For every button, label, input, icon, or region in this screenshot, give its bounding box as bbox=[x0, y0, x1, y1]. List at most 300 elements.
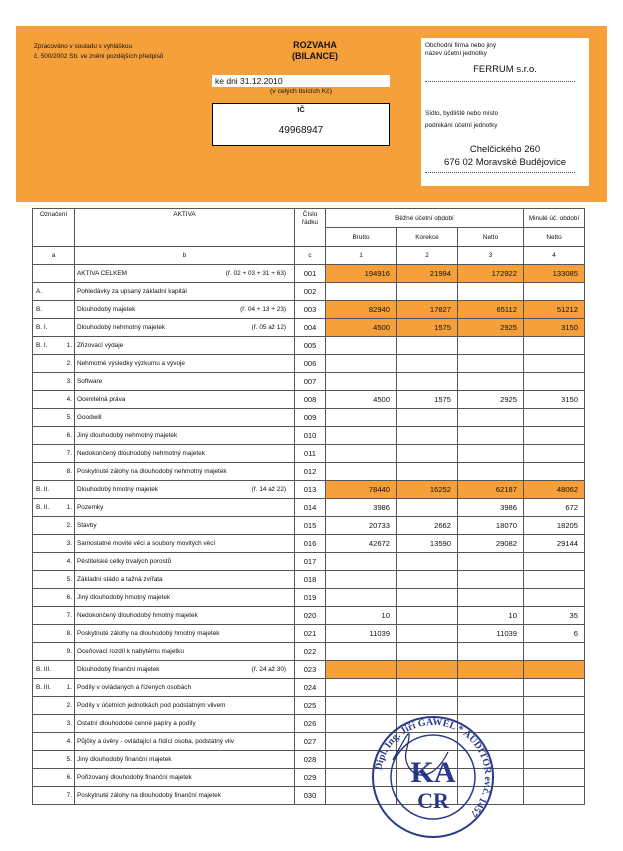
row-name-wrap bbox=[77, 628, 294, 639]
row-label: Stavby bbox=[77, 522, 97, 529]
row-netto-previous: 18205 bbox=[524, 517, 585, 535]
row-code: 001 bbox=[295, 265, 326, 283]
row-designation bbox=[33, 607, 64, 625]
row-netto: 172922 bbox=[458, 265, 524, 283]
table-row bbox=[33, 607, 585, 625]
row-netto-previous bbox=[524, 787, 585, 805]
row-name bbox=[75, 625, 295, 643]
row-name bbox=[75, 787, 295, 805]
table-row bbox=[33, 715, 585, 733]
table-row bbox=[33, 769, 585, 787]
row-brutto bbox=[326, 283, 397, 301]
row-label: Samostatné movité věci a soubory movitých věcí bbox=[77, 540, 216, 547]
row-designation bbox=[33, 697, 64, 715]
row-name-wrap bbox=[77, 358, 294, 369]
row-designation bbox=[33, 409, 64, 427]
table-row bbox=[33, 571, 585, 589]
firm-label-1: Obchodní firma nebo jiný bbox=[425, 42, 497, 49]
row-brutto: 82940 bbox=[326, 301, 397, 319]
row-name-wrap bbox=[77, 610, 294, 621]
row-netto-previous bbox=[524, 409, 585, 427]
row-label: Dlouhodobý nehmotný majetek bbox=[77, 324, 166, 331]
row-code: 020 bbox=[295, 607, 326, 625]
row-subnumber bbox=[64, 481, 75, 499]
row-subnumber: 2. bbox=[64, 697, 75, 715]
row-netto bbox=[458, 355, 524, 373]
row-brutto bbox=[326, 373, 397, 391]
table-row bbox=[33, 301, 585, 319]
row-code: 018 bbox=[295, 571, 326, 589]
row-name bbox=[75, 643, 295, 661]
row-designation: B. II. bbox=[33, 481, 64, 499]
table-row bbox=[33, 265, 585, 283]
row-netto-previous bbox=[524, 661, 585, 679]
row-name-wrap bbox=[77, 286, 294, 297]
row-code: 013 bbox=[295, 481, 326, 499]
row-korekce bbox=[397, 355, 458, 373]
row-netto bbox=[458, 643, 524, 661]
stamp-ring-text: Dipl. Ing. Jiří GAWEL * AUDITOR ev.č. 1457 bbox=[373, 716, 494, 819]
index-c: c bbox=[295, 247, 326, 265]
row-code: 015 bbox=[295, 517, 326, 535]
row-name-wrap bbox=[77, 646, 294, 657]
row-label: Ocenitelná práva bbox=[77, 396, 126, 403]
row-netto: 18070 bbox=[458, 517, 524, 535]
row-netto bbox=[458, 427, 524, 445]
header-designation-label: Označení bbox=[39, 211, 68, 218]
row-subnumber: 2. bbox=[64, 517, 75, 535]
firm-name: FERRUM s.r.o. bbox=[473, 64, 537, 75]
row-name-wrap bbox=[77, 376, 294, 387]
row-name bbox=[75, 373, 295, 391]
row-brutto: 11039 bbox=[326, 625, 397, 643]
row-designation: B. I. bbox=[33, 319, 64, 337]
row-brutto bbox=[326, 427, 397, 445]
row-name bbox=[75, 517, 295, 535]
row-brutto: 194916 bbox=[326, 265, 397, 283]
row-netto-previous: 29144 bbox=[524, 535, 585, 553]
row-korekce: 17827 bbox=[397, 301, 458, 319]
header-designation bbox=[33, 209, 75, 247]
row-name bbox=[75, 733, 295, 751]
row-netto bbox=[458, 463, 524, 481]
row-subnumber: 4. bbox=[64, 733, 75, 751]
row-name-wrap bbox=[77, 322, 294, 333]
header-assets-label: AKTIVA bbox=[173, 211, 196, 218]
row-formula: (ř. 14 až 22) bbox=[251, 486, 286, 493]
row-designation bbox=[33, 445, 64, 463]
index-1: 1 bbox=[326, 247, 397, 265]
row-name bbox=[75, 535, 295, 553]
row-designation bbox=[33, 625, 64, 643]
row-netto: 2925 bbox=[458, 319, 524, 337]
row-code: 017 bbox=[295, 553, 326, 571]
row-netto bbox=[458, 445, 524, 463]
index-b: b bbox=[75, 247, 295, 265]
row-subnumber bbox=[64, 283, 75, 301]
row-label: Nedokončený dlouhodobý hmotný majetek bbox=[77, 612, 198, 619]
row-label: Základní stádo a tažná zvířata bbox=[77, 576, 163, 583]
row-korekce: 13590 bbox=[397, 535, 458, 553]
row-netto: 11039 bbox=[458, 625, 524, 643]
table-row bbox=[33, 553, 585, 571]
row-code: 012 bbox=[295, 463, 326, 481]
row-code: 006 bbox=[295, 355, 326, 373]
row-name bbox=[75, 553, 295, 571]
row-netto-previous: 6 bbox=[524, 625, 585, 643]
table-row bbox=[33, 445, 585, 463]
row-korekce: 1575 bbox=[397, 391, 458, 409]
row-label: Půjčky a úvěry - ovládající a řídící osoba, podstatný vliv bbox=[77, 738, 234, 745]
auditor-stamp bbox=[368, 712, 498, 842]
row-designation bbox=[33, 463, 64, 481]
index-4: 4 bbox=[524, 247, 585, 265]
row-netto: 65112 bbox=[458, 301, 524, 319]
row-designation: B. I. bbox=[33, 337, 64, 355]
row-netto bbox=[458, 373, 524, 391]
row-name-wrap bbox=[77, 394, 294, 405]
seat-label-2: podnikání účetní jednotky bbox=[425, 122, 498, 129]
row-brutto bbox=[326, 445, 397, 463]
row-korekce bbox=[397, 283, 458, 301]
row-netto-previous bbox=[524, 553, 585, 571]
row-designation bbox=[33, 571, 64, 589]
row-netto: 2925 bbox=[458, 391, 524, 409]
row-code: 027 bbox=[295, 733, 326, 751]
row-designation bbox=[33, 427, 64, 445]
row-code: 014 bbox=[295, 499, 326, 517]
table-row bbox=[33, 409, 585, 427]
row-netto-previous bbox=[524, 355, 585, 373]
row-name-wrap bbox=[77, 412, 294, 423]
row-brutto bbox=[326, 355, 397, 373]
header-previous-period: Minulé úč. období bbox=[524, 209, 585, 228]
row-subnumber: 6. bbox=[64, 769, 75, 787]
row-formula: (ř. 02 + 03 + 31 + 63) bbox=[225, 270, 286, 277]
row-subnumber: 7. bbox=[64, 607, 75, 625]
row-netto-previous bbox=[524, 445, 585, 463]
header-brutto: Brutto bbox=[326, 228, 397, 247]
header-assets bbox=[75, 209, 295, 247]
header-current-period: Běžné účetní období bbox=[326, 209, 524, 228]
row-netto-previous bbox=[524, 769, 585, 787]
firm-info-box bbox=[421, 38, 589, 186]
row-netto bbox=[458, 661, 524, 679]
row-subnumber: 4. bbox=[64, 391, 75, 409]
row-netto bbox=[458, 679, 524, 697]
row-code: 021 bbox=[295, 625, 326, 643]
row-brutto: 3986 bbox=[326, 499, 397, 517]
row-name bbox=[75, 481, 295, 499]
row-name-wrap bbox=[77, 682, 294, 693]
row-netto: 62187 bbox=[458, 481, 524, 499]
row-label: Dlouhodobý majetek bbox=[77, 306, 136, 313]
row-name-wrap bbox=[77, 592, 294, 603]
row-designation bbox=[33, 769, 64, 787]
row-designation bbox=[33, 355, 64, 373]
row-designation bbox=[33, 787, 64, 805]
row-label: Nedokončený dlouhodobý nehmotný majetek bbox=[77, 450, 205, 457]
table-row bbox=[33, 751, 585, 769]
row-subnumber: 8. bbox=[64, 463, 75, 481]
row-name bbox=[75, 769, 295, 787]
row-brutto bbox=[326, 571, 397, 589]
header-row-number-1: Číslo bbox=[302, 211, 318, 218]
row-name bbox=[75, 661, 295, 679]
row-code: 002 bbox=[295, 283, 326, 301]
row-subnumber bbox=[64, 319, 75, 337]
dotted-line bbox=[425, 81, 575, 82]
row-name bbox=[75, 679, 295, 697]
table-row bbox=[33, 679, 585, 697]
table-row bbox=[33, 391, 585, 409]
index-a: a bbox=[33, 247, 75, 265]
index-2: 2 bbox=[397, 247, 458, 265]
row-brutto bbox=[326, 553, 397, 571]
row-brutto bbox=[326, 679, 397, 697]
row-korekce bbox=[397, 607, 458, 625]
ic-value: 49968947 bbox=[212, 116, 390, 146]
title-main: ROZVAHA bbox=[293, 40, 337, 50]
firm-label-2: název účetní jednotky bbox=[425, 50, 487, 57]
row-subnumber: 6. bbox=[64, 427, 75, 445]
table-row bbox=[33, 535, 585, 553]
row-label: Pozemky bbox=[77, 504, 104, 511]
row-subnumber: 5. bbox=[64, 409, 75, 427]
units-note: (v celých tisících Kč) bbox=[270, 88, 332, 95]
row-subnumber: 7. bbox=[64, 445, 75, 463]
row-designation bbox=[33, 535, 64, 553]
row-name-wrap bbox=[77, 340, 294, 351]
row-netto-previous: 51212 bbox=[524, 301, 585, 319]
row-korekce: 2662 bbox=[397, 517, 458, 535]
row-label: Ostatní dlouhodobé cenné papíry a podíly bbox=[77, 720, 196, 727]
table-row bbox=[33, 337, 585, 355]
row-netto-previous bbox=[524, 337, 585, 355]
row-netto bbox=[458, 553, 524, 571]
row-subnumber: 3. bbox=[64, 715, 75, 733]
row-subnumber: 6. bbox=[64, 589, 75, 607]
table-row bbox=[33, 427, 585, 445]
row-designation bbox=[33, 373, 64, 391]
row-subnumber: 8. bbox=[64, 625, 75, 643]
row-subnumber bbox=[64, 265, 75, 283]
table-row bbox=[33, 643, 585, 661]
table-row bbox=[33, 283, 585, 301]
row-code: 030 bbox=[295, 787, 326, 805]
row-netto-previous bbox=[524, 697, 585, 715]
row-korekce bbox=[397, 661, 458, 679]
row-korekce bbox=[397, 373, 458, 391]
title-sub: (BILANCE) bbox=[292, 51, 338, 61]
row-subnumber: 1. bbox=[64, 679, 75, 697]
row-netto-previous: 672 bbox=[524, 499, 585, 517]
row-name-wrap bbox=[77, 466, 294, 477]
row-subnumber: 9. bbox=[64, 643, 75, 661]
row-name bbox=[75, 265, 295, 283]
row-name bbox=[75, 319, 295, 337]
row-designation bbox=[33, 643, 64, 661]
table-row bbox=[33, 625, 585, 643]
row-netto: 10 bbox=[458, 607, 524, 625]
legal-note-line-2: č. 500/2002 Sb. ve znění pozdějších předpisů bbox=[34, 53, 164, 60]
row-label: Poskytnuté zálohy na dlouhodobý hmotný majetek bbox=[77, 630, 220, 637]
row-label: Dlouhodobý hmotný majetek bbox=[77, 486, 158, 493]
row-label: Podíly v ovládaných a řízených osobách bbox=[77, 684, 192, 691]
row-brutto bbox=[326, 661, 397, 679]
row-name bbox=[75, 571, 295, 589]
row-name bbox=[75, 499, 295, 517]
row-netto bbox=[458, 571, 524, 589]
city-address: 676 02 Moravské Budějovice bbox=[444, 157, 566, 168]
row-netto-previous bbox=[524, 733, 585, 751]
row-name-wrap bbox=[77, 538, 294, 549]
header-korekce: Korekce bbox=[397, 228, 458, 247]
row-netto bbox=[458, 409, 524, 427]
row-code: 019 bbox=[295, 589, 326, 607]
row-brutto: 4500 bbox=[326, 391, 397, 409]
row-label: Pohledávky za upsaný základní kapitál bbox=[77, 288, 187, 295]
row-name-wrap bbox=[77, 520, 294, 531]
row-brutto: 20733 bbox=[326, 517, 397, 535]
row-code: 025 bbox=[295, 697, 326, 715]
row-subnumber: 1. bbox=[64, 337, 75, 355]
row-label: Software bbox=[77, 378, 103, 385]
row-designation bbox=[33, 733, 64, 751]
table-row bbox=[33, 481, 585, 499]
row-name bbox=[75, 337, 295, 355]
row-brutto: 42672 bbox=[326, 535, 397, 553]
row-netto-previous bbox=[524, 571, 585, 589]
row-korekce bbox=[397, 445, 458, 463]
row-formula: (ř. 05 až 12) bbox=[251, 324, 286, 331]
row-netto-previous bbox=[524, 283, 585, 301]
row-korekce bbox=[397, 571, 458, 589]
row-brutto bbox=[326, 589, 397, 607]
row-brutto: 10 bbox=[326, 607, 397, 625]
row-name bbox=[75, 715, 295, 733]
row-label: Goodwill bbox=[77, 414, 102, 421]
row-subnumber: 4. bbox=[64, 553, 75, 571]
row-netto-previous: 133085 bbox=[524, 265, 585, 283]
table-row bbox=[33, 697, 585, 715]
row-code: 029 bbox=[295, 769, 326, 787]
row-name bbox=[75, 427, 295, 445]
row-netto-previous bbox=[524, 751, 585, 769]
row-korekce bbox=[397, 625, 458, 643]
row-name-wrap bbox=[77, 502, 294, 513]
row-subnumber: 5. bbox=[64, 751, 75, 769]
legal-note bbox=[34, 42, 204, 62]
row-netto bbox=[458, 337, 524, 355]
row-name bbox=[75, 589, 295, 607]
row-subnumber bbox=[64, 301, 75, 319]
row-brutto: 78440 bbox=[326, 481, 397, 499]
row-korekce bbox=[397, 409, 458, 427]
row-code: 016 bbox=[295, 535, 326, 553]
row-subnumber: 5. bbox=[64, 571, 75, 589]
row-brutto: 4500 bbox=[326, 319, 397, 337]
row-netto-previous bbox=[524, 427, 585, 445]
stamp-monogram-top: KA bbox=[410, 756, 456, 789]
row-name bbox=[75, 751, 295, 769]
table-row bbox=[33, 787, 585, 805]
row-netto-previous: 35 bbox=[524, 607, 585, 625]
header-netto-previous: Netto bbox=[524, 228, 585, 247]
row-korekce bbox=[397, 337, 458, 355]
row-subnumber: 1. bbox=[64, 499, 75, 517]
row-code: 024 bbox=[295, 679, 326, 697]
row-designation bbox=[33, 715, 64, 733]
row-brutto bbox=[326, 643, 397, 661]
legal-note-line-1: Zpracováno v souladu s vyhláškou bbox=[34, 43, 133, 50]
table-body bbox=[33, 265, 585, 805]
row-netto-previous: 3150 bbox=[524, 391, 585, 409]
document-title bbox=[240, 40, 390, 62]
report-date: ke dni 31.12.2010 bbox=[212, 75, 390, 87]
row-netto-previous bbox=[524, 373, 585, 391]
ic-label: IČ bbox=[212, 103, 390, 117]
row-netto-previous bbox=[524, 463, 585, 481]
row-designation bbox=[33, 751, 64, 769]
row-name-wrap bbox=[77, 772, 294, 783]
dotted-line bbox=[425, 172, 575, 173]
row-brutto bbox=[326, 463, 397, 481]
row-name bbox=[75, 283, 295, 301]
table-row bbox=[33, 589, 585, 607]
row-label: Pěstitelské celky trvalých porostů bbox=[77, 558, 172, 565]
row-netto bbox=[458, 589, 524, 607]
row-label: Zřizovací výdaje bbox=[77, 342, 124, 349]
row-designation bbox=[33, 517, 64, 535]
row-subnumber bbox=[64, 661, 75, 679]
table-row bbox=[33, 733, 585, 751]
row-code: 004 bbox=[295, 319, 326, 337]
table-header bbox=[33, 209, 585, 265]
row-code: 028 bbox=[295, 751, 326, 769]
row-code: 011 bbox=[295, 445, 326, 463]
row-formula: (ř. 24 až 30) bbox=[251, 666, 286, 673]
row-name bbox=[75, 697, 295, 715]
assets-table bbox=[32, 208, 585, 805]
header-row-number bbox=[295, 209, 326, 247]
row-designation bbox=[33, 589, 64, 607]
row-label: Oceňovací rozdíl k nabytému majetku bbox=[77, 648, 184, 655]
row-code: 007 bbox=[295, 373, 326, 391]
stamp-monogram-bottom: CR bbox=[417, 788, 449, 813]
row-name-wrap bbox=[77, 718, 294, 729]
row-code: 008 bbox=[295, 391, 326, 409]
row-name bbox=[75, 355, 295, 373]
row-label: Jiný dlouhodobý hmotný majetek bbox=[77, 594, 171, 601]
street-address: Chelčického 260 bbox=[469, 144, 541, 155]
row-korekce: 16252 bbox=[397, 481, 458, 499]
row-korekce bbox=[397, 679, 458, 697]
table-row bbox=[33, 355, 585, 373]
table-row bbox=[33, 517, 585, 535]
row-label: Podíly v účetních jednotkách pod podstatným vlivem bbox=[77, 702, 226, 709]
row-code: 022 bbox=[295, 643, 326, 661]
row-designation: B. bbox=[33, 301, 64, 319]
header-netto: Netto bbox=[458, 228, 524, 247]
index-3: 3 bbox=[458, 247, 524, 265]
row-name-wrap bbox=[77, 700, 294, 711]
row-designation bbox=[33, 265, 64, 283]
row-korekce bbox=[397, 643, 458, 661]
row-korekce bbox=[397, 589, 458, 607]
row-label: Nehmotné výsledky výzkumu a vývoje bbox=[77, 360, 185, 367]
row-label: Dlouhodobý finanční majetek bbox=[77, 666, 160, 673]
